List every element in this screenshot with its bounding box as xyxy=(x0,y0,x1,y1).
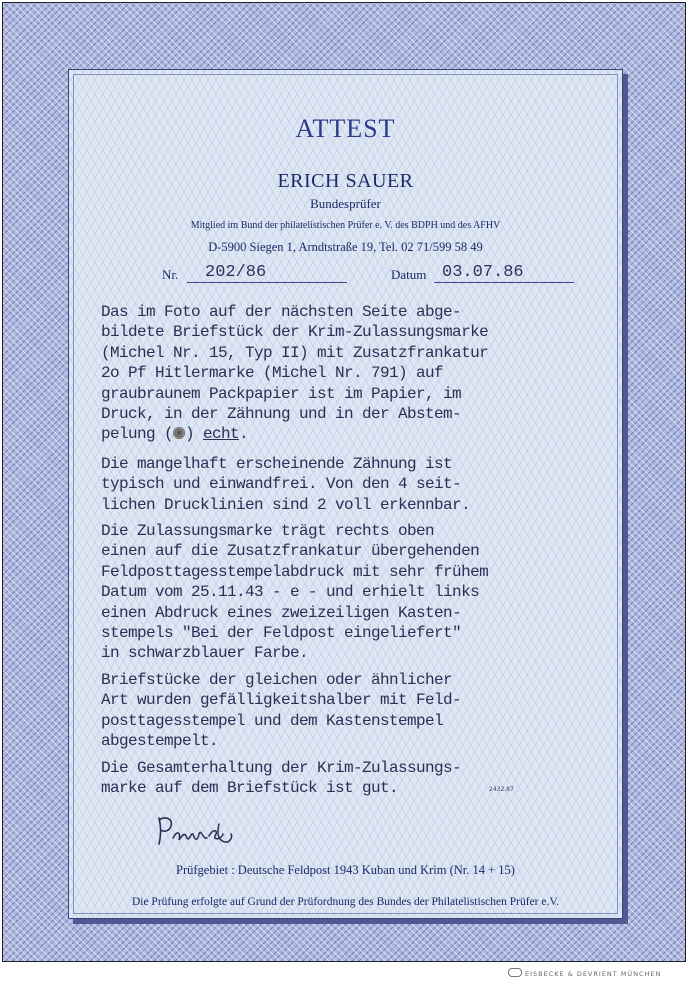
text-line: abgestempelt. xyxy=(101,732,219,751)
text-line: marke auf dem Briefstück ist gut. xyxy=(101,779,399,798)
printer-imprint xyxy=(508,968,661,978)
examiner-name: ERICH SAUER xyxy=(277,170,414,192)
certificate-panel xyxy=(68,69,623,919)
nr-underline xyxy=(187,282,347,283)
verdict-word: echt xyxy=(203,425,240,444)
text-line: graubraunem Packpapier ist im Papier, im xyxy=(101,384,462,403)
paragraph-similar-pieces xyxy=(101,670,601,752)
text-line: Briefstücke der gleichen oder ähnlicher xyxy=(101,671,453,689)
handwritten-signature xyxy=(153,812,243,852)
text-line: bildete Briefstück der Krim-Zulassungsmarke xyxy=(101,323,489,342)
text-line: typisch und einwandfrei. Von den 4 seit- xyxy=(101,475,462,494)
certificate-number: 202/86 xyxy=(205,263,267,282)
text-line: einen Abdruck eines zweizeiligen Kasten- xyxy=(101,603,462,622)
printer-logo-icon xyxy=(508,968,522,977)
text-segment: pelung ( xyxy=(101,425,174,444)
datum-label: Datum xyxy=(391,267,427,282)
examination-area: Prüfgebiet : Deutsche Feldpost 1943 Kuban und Krim (Nr. 14 + 15) xyxy=(176,863,515,877)
text-line: stempels "Bei der Feldpost eingeliefert" xyxy=(101,624,462,643)
seal-icon xyxy=(173,427,185,439)
text-line: Art wurden gefälligkeitshalber mit Feld- xyxy=(101,691,462,710)
paragraph-perforation xyxy=(101,454,601,515)
text-line: Die Gesamterhaltung der Krim-Zulassungs- xyxy=(101,759,462,777)
examination-rules-note: Die Prüfung erfolgte auf Grund der Prüfordnung des Bundes der Philatelistischen Prüfer e.V. xyxy=(131,896,560,908)
text-line: Feldposttagesstempelabdruck mit sehr frühem xyxy=(101,562,489,581)
text-line: Die Zulassungsmarke trägt rechts oben xyxy=(101,522,435,540)
text-line: in schwarzblauer Farbe. xyxy=(101,644,309,663)
text-line xyxy=(101,424,601,444)
text-line: posttagesstempel und dem Kastenstempel xyxy=(101,711,444,730)
datum-underline xyxy=(434,282,574,283)
paragraph-postmark xyxy=(101,521,601,664)
text-line: einen auf die Zusatzfrankatur übergehenden xyxy=(101,542,480,561)
text-line: (Michel Nr. 15, Typ II) mit Zusatzfrankatur xyxy=(101,343,489,362)
examiner-role: Bundesprüfer xyxy=(310,196,381,211)
small-mark: 2432.87 xyxy=(489,786,514,793)
membership-line: Mitglied im Bund der philatelistischen Prüfer e. V. des BDPH und des AFHV xyxy=(190,220,501,231)
text-line: Datum vom 25.11.43 - e - und erhielt links xyxy=(101,583,480,602)
text-segment: ) xyxy=(185,425,204,444)
paragraph-condition xyxy=(101,758,601,799)
nr-label: Nr. xyxy=(162,267,179,282)
certificate-title: ATTEST xyxy=(295,114,396,143)
text-line: Druck, in der Zähnung und in der Abstem- xyxy=(101,405,462,424)
examiner-address: D-5900 Siegen 1, Arndtstraße 19, Tel. 02 71/599 58 49 xyxy=(208,240,483,254)
text-line: lichen Drucklinien sind 2 voll erkennbar. xyxy=(101,495,471,514)
text-line: 2o Pf Hitlermarke (Michel Nr. 791) auf xyxy=(101,364,444,383)
certificate-sheet xyxy=(2,2,686,962)
certificate-date: 03.07.86 xyxy=(442,263,524,282)
paragraph-authenticity xyxy=(101,302,601,445)
text-segment: . xyxy=(239,425,249,444)
text-line: Die mangelhaft erscheinende Zähnung ist xyxy=(101,455,453,473)
text-line: Das im Foto auf der nächsten Seite abge- xyxy=(101,303,462,321)
printer-name: EISBECKE & DEVRIENT MÜNCHEN xyxy=(525,970,662,978)
